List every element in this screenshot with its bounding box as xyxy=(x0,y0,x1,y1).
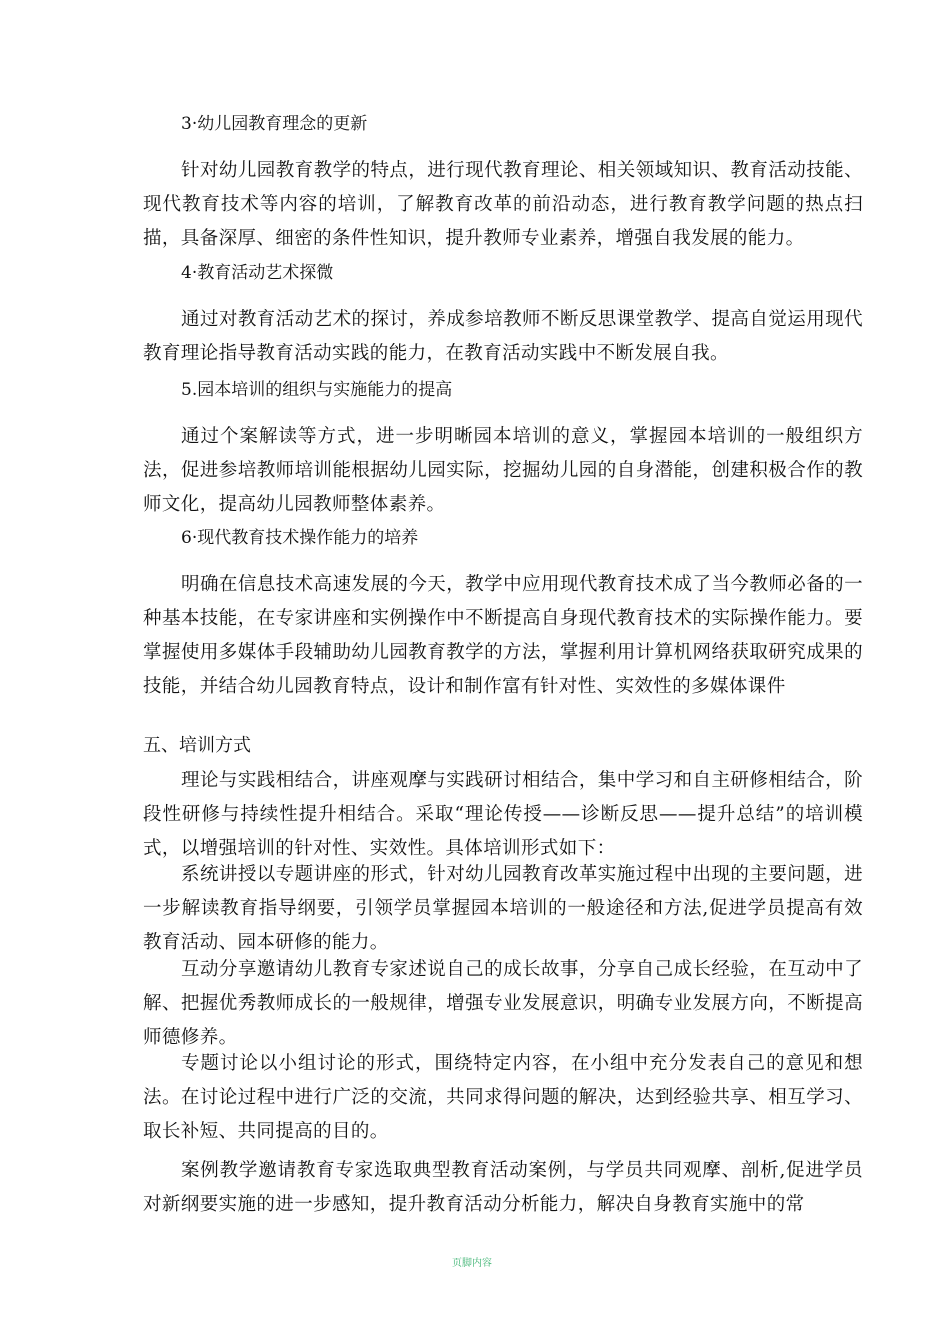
section-title-5: 五、培训方式 xyxy=(143,735,251,756)
paragraph-8: 系统讲授以专题讲座的形式，针对幼儿园教育改革实施过程中出现的主要问题，进一步解读教育指导纲要，引领学员掌握园本培训的一般途径和方法,促进学员提高有效教育活动、园本研修的能力。 xyxy=(143,864,863,953)
paragraph-7: 理论与实践相结合，讲座观摩与实践研讨相结合，集中学习和自主研修相结合，阶段性研修与持续性提升相结合。采取“理论传授——诊断反思——提升总结”的培训模式，以增强培训的针对性、实效性。具体培训形式如下： xyxy=(143,770,863,859)
paragraph-9: 互动分享邀请幼儿教育专家述说自己的成长故事，分享自己成长经验，在互动中了解、把握优秀教师成长的一般规律，增强专业发展意识，明确专业发展方向，不断提高师德修养。 xyxy=(143,959,863,1048)
paragraph-6: 明确在信息技术高速发展的今天，教学中应用现代教育技术成了当今教师必备的一种基本技能，在专家讲座和实例操作中不断提高自身现代教育技术的实际操作能力。要掌握使用多媒体手段辅助幼儿园教育教学的方法，掌握利用计算机网络获取研究成果的技能，并结合幼儿园教育特点，设计和制作富有针对性、实效性的多媒体课件 xyxy=(143,574,863,697)
paragraph-11: 案例教学邀请教育专家选取典型教育活动案例，与学员共同观摩、剖析,促进学员对新纲要实施的进一步感知，提升教育活动分析能力，解决自身教育实施中的常 xyxy=(143,1160,863,1215)
paragraph-5: 通过个案解读等方式，进一步明晰园本培训的意义，掌握园本培训的一般组织方法，促进参培教师培训能根据幼儿园实际，挖掘幼儿园的自身潜能，创建积极合作的教师文化，提高幼儿园教师整体素养。 xyxy=(143,426,863,515)
page-footer: 页脚内容 xyxy=(452,1258,492,1269)
paragraph-4: 通过对教育活动艺术的探讨，养成参培教师不断反思课堂教学、提高自觉运用现代教育理论指导教育活动实践的能力，在教育活动实践中不断发展自我。 xyxy=(143,309,863,364)
paragraph-10: 专题讨论以小组讨论的形式，围绕特定内容，在小组中充分发表自己的意见和想法。在讨论过程中进行广泛的交流，共同求得问题的解决，达到经验共享、相互学习、取长补短、共同提高的目的。 xyxy=(143,1053,863,1142)
heading-5: 5.园本培训的组织与实施能力的提高 xyxy=(181,380,453,400)
heading-3: 3·幼儿园教育理念的更新 xyxy=(181,114,368,134)
heading-6: 6·现代教育技术操作能力的培养 xyxy=(181,528,419,548)
heading-4: 4·教育活动艺术探微 xyxy=(181,263,334,283)
paragraph-3: 针对幼儿园教育教学的特点，进行现代教育理论、相关领域知识、教育活动技能、现代教育技术等内容的培训，了解教育改革的前沿动态，进行教育教学问题的热点扫描，具备深厚、细密的条件性知识，提升教师专业素养，增强自我发展的能力。 xyxy=(143,160,863,249)
